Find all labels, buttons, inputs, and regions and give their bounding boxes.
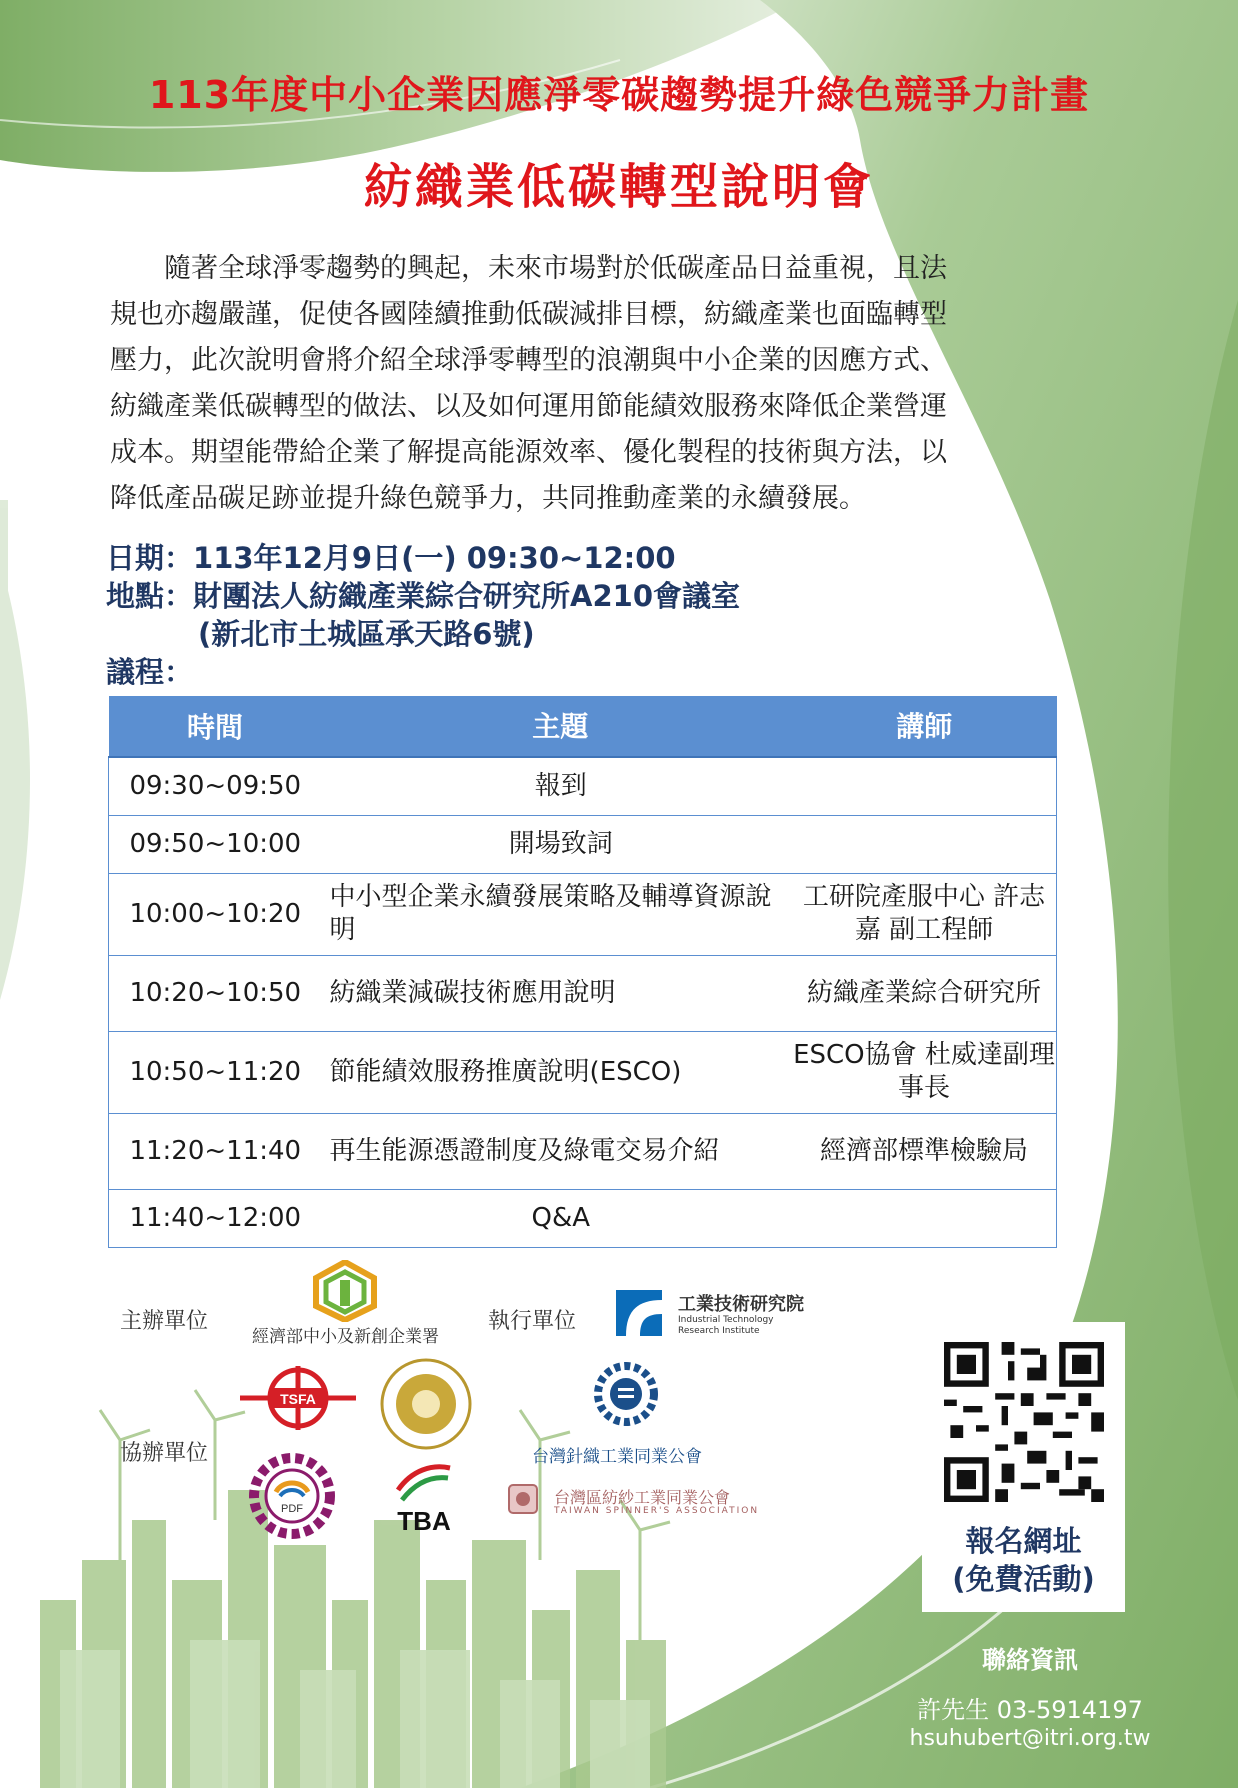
- table-row: [109, 955, 1057, 1031]
- row-topic: 報到: [322, 757, 792, 815]
- header-time: 時間: [109, 696, 322, 757]
- row-time: 09:30~09:50: [109, 757, 322, 815]
- agenda-header-row: [109, 696, 1057, 757]
- registration-note: (免費活動): [952, 1562, 1095, 1596]
- row-speaker: [792, 815, 1057, 873]
- tba-logo-icon: [388, 1460, 460, 1536]
- spinners-association-name: 台灣區紡紗工業同業公會: [554, 1488, 731, 1507]
- row-speaker: ESCO協會 杜威達副理事長: [792, 1031, 1057, 1113]
- registration-label: 報名網址: [965, 1524, 1082, 1558]
- itri-name-en-2: Research Institute: [678, 1326, 760, 1336]
- row-topic: 紡織業減碳技術應用說明: [322, 955, 792, 1031]
- itri-logo-icon: [616, 1290, 662, 1336]
- row-time: 11:20~11:40: [109, 1113, 322, 1189]
- intro-line: 隨著全球淨零趨勢的興起，未來市場對於低碳產品日益重視，且法: [110, 253, 947, 284]
- host-label: 主辦單位: [120, 1309, 209, 1334]
- row-time: 10:50~11:20: [109, 1031, 322, 1113]
- intro-line: 降低產品碳足跡並提升綠色競爭力，共同推動產業的永續發展。: [110, 483, 866, 514]
- row-time: 11:40~12:00: [109, 1189, 322, 1247]
- row-time: 10:20~10:50: [109, 955, 322, 1031]
- exec-label: 執行單位: [488, 1309, 577, 1334]
- intro-paragraph: [110, 246, 1030, 522]
- date-label: 日期：: [106, 541, 194, 575]
- row-time: 10:00~10:20: [109, 873, 322, 955]
- row-speaker: [792, 757, 1057, 815]
- host-name: 經濟部中小及新創企業署: [252, 1327, 439, 1347]
- row-topic: Q&A: [322, 1189, 792, 1247]
- contact-email[interactable]: hsuhubert@itri.org.tw: [909, 1726, 1151, 1751]
- row-speaker: [792, 1189, 1057, 1247]
- registration-qr-icon[interactable]: [944, 1342, 1104, 1502]
- row-speaker: 工研院產服中心 許志嘉 副工程師: [792, 873, 1057, 955]
- date-value: 113年12月9日(一) 09:30~12:00: [193, 541, 676, 575]
- contact-person: 許先生 03-5914197: [917, 1696, 1143, 1724]
- event-title: 紡織業低碳轉型說明會: [363, 159, 874, 215]
- program-title: 113年度中小企業因應淨零碳趨勢提升綠色競爭力計畫: [148, 73, 1090, 117]
- header-topic: 主題: [322, 696, 792, 757]
- knitting-association-logo-icon: [594, 1362, 658, 1426]
- place-value: 財團法人紡織產業綜合研究所A210會議室: [193, 579, 740, 613]
- place-address: (新北市土城區承天路6號): [198, 617, 535, 651]
- contact-title: 聯絡資訊: [982, 1646, 1078, 1674]
- row-time: 09:50~10:00: [109, 815, 322, 873]
- place-line: [106, 574, 740, 615]
- intro-line: 規也亦趨嚴謹，促使各國陸續推動低碳減排目標，紡織產業也面臨轉型: [110, 299, 947, 330]
- spinners-association-name-en: TAIWAN SPINNER'S ASSOCIATION: [554, 1506, 760, 1516]
- intro-line: 成本。期望能帶給企業了解提高能源效率、優化製程的技術與方法，以: [110, 437, 947, 468]
- header-speaker: 講師: [792, 696, 1057, 757]
- row-speaker: 紡織產業綜合研究所: [792, 955, 1057, 1031]
- registration-caption: [922, 1522, 1125, 1598]
- place-label: 地點：: [106, 579, 194, 613]
- tsfa-logo-icon: [236, 1362, 360, 1434]
- table-row: [109, 815, 1057, 873]
- row-topic: 節能績效服務推廣說明(ESCO): [322, 1031, 792, 1113]
- row-topic: 中小型企業永續發展策略及輔導資源說明: [322, 873, 792, 955]
- itri-name-en-1: Industrial Technology: [678, 1315, 774, 1325]
- row-topic: 開場致詞: [322, 815, 792, 873]
- table-row: [109, 757, 1057, 815]
- table-row: [109, 873, 1057, 955]
- agenda-label: 議程：: [106, 655, 194, 689]
- dyeing-association-logo-icon: [378, 1356, 474, 1452]
- knitting-association-name: 台灣針織工業同業公會: [532, 1447, 702, 1467]
- agenda-table: [108, 696, 1057, 1248]
- table-row: [109, 1113, 1057, 1189]
- sme-logo-icon: [312, 1260, 378, 1322]
- date-line: [106, 536, 676, 577]
- table-row: [109, 1031, 1057, 1113]
- registration-box: [922, 1322, 1125, 1612]
- pdf-text: PDF: [281, 1503, 303, 1515]
- intro-line: 壓力，此次說明會將介紹全球淨零轉型的浪潮與中小企業的因應方式、: [110, 345, 947, 376]
- tsfa-text: TSFA: [280, 1391, 316, 1407]
- tba-text: TBA: [397, 1506, 451, 1536]
- itri-name-zh: 工業技術研究院: [678, 1294, 804, 1315]
- table-row: [109, 1189, 1057, 1247]
- spinners-association-logo-icon: [508, 1484, 538, 1514]
- row-topic: 再生能源憑證制度及綠電交易介紹: [322, 1113, 792, 1189]
- row-speaker: 經濟部標準檢驗局: [792, 1113, 1057, 1189]
- intro-line: 紡織產業低碳轉型的做法、以及如何運用節能績效服務來降低企業營運: [110, 391, 947, 422]
- co-label: 協辦單位: [120, 1441, 209, 1466]
- pdf-logo-icon: [248, 1452, 336, 1540]
